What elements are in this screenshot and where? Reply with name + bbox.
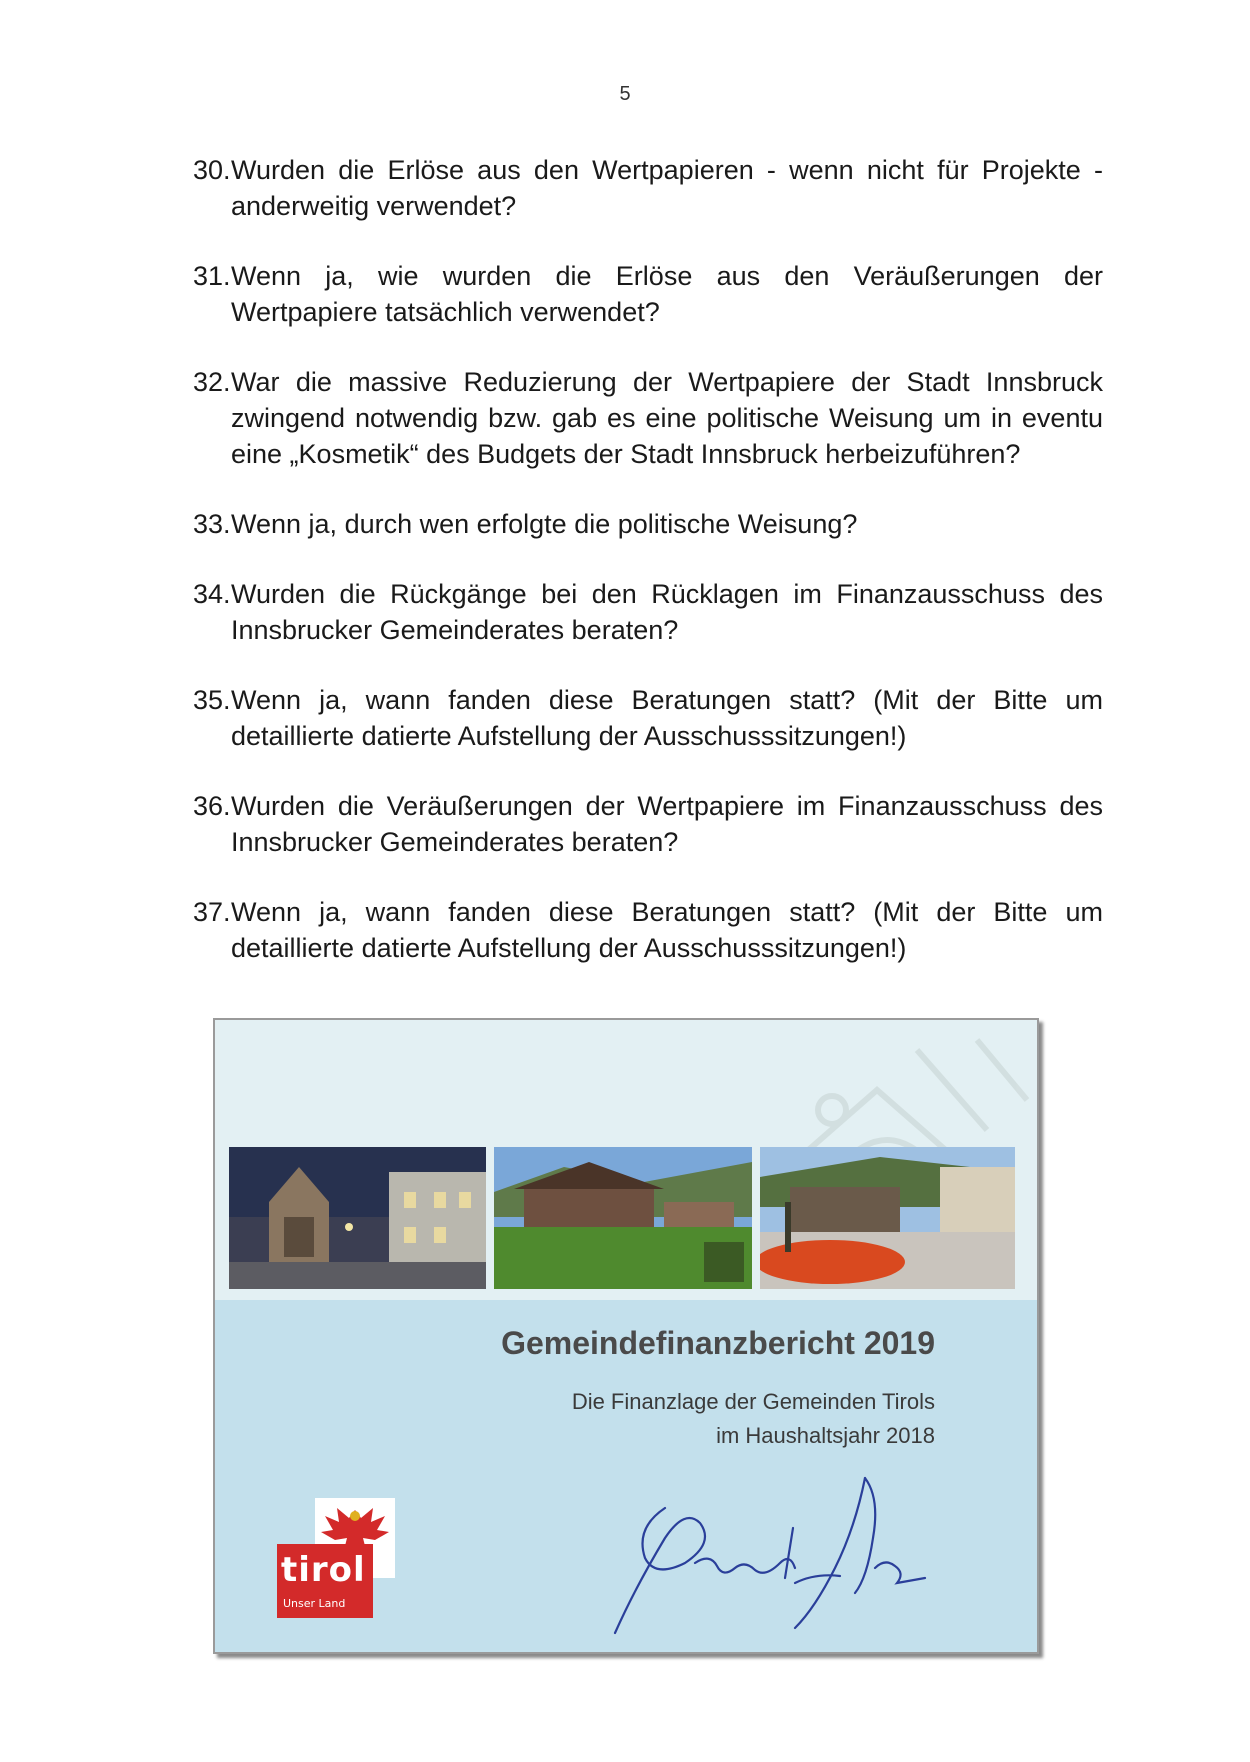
question-item [193, 682, 1103, 754]
question-number: 32. [193, 367, 231, 397]
question-item [193, 152, 1103, 224]
question-text: Wenn ja, wann fanden diese Beratungen statt? (Mit der Bitte um detaillierte datierte Aufstellung der Ausschusssitzungen!) [231, 685, 1103, 751]
question-number: 36. [193, 791, 231, 821]
question-text: Wurden die Erlöse aus den Wertpapieren - wenn nicht für Projekte - anderweitig verwendet? [231, 155, 1103, 221]
logo-wordmark: tirol [281, 1550, 366, 1590]
cover-title: Gemeindefinanzbericht 2019 [501, 1325, 935, 1361]
question-number: 34. [193, 579, 231, 609]
handwritten-signature [605, 1468, 985, 1648]
question-item [193, 576, 1103, 648]
tirol-logo [277, 1498, 395, 1620]
question-text: Wurden die Rückgänge bei den Rücklagen im Finanzausschuss des Innsbrucker Gemeinderates beraten? [231, 579, 1103, 645]
photo-alpine-houses [494, 1147, 752, 1289]
question-item [193, 788, 1103, 860]
question-number: 35. [193, 685, 231, 715]
question-item [193, 894, 1103, 966]
report-cover-image [213, 1018, 1039, 1654]
logo-tagline: Unser Land [283, 1597, 346, 1610]
question-number: 33. [193, 509, 231, 539]
question-item [193, 506, 1103, 542]
question-text: Wenn ja, wann fanden diese Beratungen statt? (Mit der Bitte um detaillierte datierte Aufstellung der Ausschusssitzungen!) [231, 897, 1103, 963]
question-number: 37. [193, 897, 231, 927]
photo-church-square [229, 1147, 486, 1289]
page-number: 5 [619, 83, 631, 105]
question-text: Wenn ja, wie wurden die Erlöse aus den Veräußerungen der Wertpapiere tatsächlich verwendet? [231, 261, 1103, 327]
question-text: Wenn ja, durch wen erfolgte die politische Weisung? [231, 509, 858, 539]
cover-subtitle-line: im Haushaltsjahr 2018 [716, 1423, 935, 1448]
question-list [193, 152, 1103, 1000]
question-text: Wurden die Veräußerungen der Wertpapiere im Finanzausschuss des Innsbrucker Gemeinderates beraten? [231, 791, 1103, 857]
question-number: 31. [193, 261, 231, 291]
question-text: War die massive Reduzierung der Wertpapiere der Stadt Innsbruck zwingend notwendig bzw. gab es eine politische Weisung um in eventu eine „Kosmetik“ des Budgets der Stadt Innsbruck herbeizuführen? [231, 367, 1103, 469]
photo-town-square [760, 1147, 1015, 1289]
cover-subtitle [215, 1385, 935, 1453]
question-item [193, 364, 1103, 472]
cover-subtitle-line: Die Finanzlage der Gemeinden Tirols [571, 1389, 935, 1414]
question-item [193, 258, 1103, 330]
cover-header-band [215, 1020, 1037, 1300]
question-number: 30. [193, 155, 231, 185]
